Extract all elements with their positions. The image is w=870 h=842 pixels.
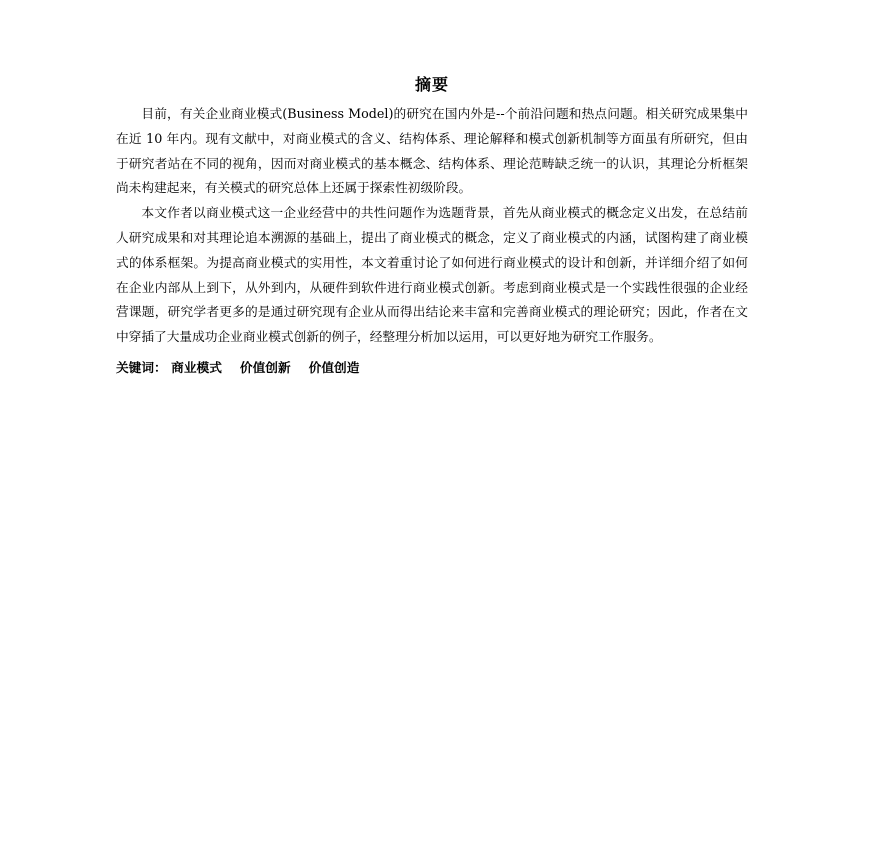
keyword-2: 价值创新 (239, 359, 291, 375)
abstract-title: 摘要 (414, 75, 449, 94)
abstract-paragraph-2: 本文作者以商业模式这一企业经营中的共性问题作为选题背景，首先从商业模式的概念定义出发，在总结前人研究成果和对其理论追本溯源的基础上，提出了商业模式的概念，定义了商业模式的内涵，试图构建了商业模式的体系框架。为提高商业模式的实用性，本文着重讨论了如何进行商业模式的设计和创新，并详细介绍了如何在企业内部从上到下，从外到内，从硬件到软件进行商业模式创新。考虑到商业模式是一个实践性很强的企业经营课题，研究学者更多的是通过研究现有企业从而得出结论来丰富和完善商业模式的理论研究；因此，作者在文中穿插了大量成功企业商业模式创新的例子，经整理分析加以运用，可以更好地为研究工作服务。 (116, 205, 748, 345)
keyword-3: 价值创造 (308, 359, 360, 375)
keywords-line (116, 356, 748, 381)
keywords-label: 关键词： (116, 359, 167, 375)
abstract-page (116, 70, 748, 381)
keyword-1: 商业模式 (171, 359, 222, 375)
abstract-paragraph-1: 目前，有关企业商业模式(Business Model)的研究在国内外是--个前沿问题和热点问题。相关研究成果集中在近 10 年内。现有文献中，对商业模式的含义、结构体系、理论解释和模式创新机制等方面虽有所研究，但由于研究者站在不同的视角，因而对商业模式的基本概念、结构体系、理论范畴缺乏统一的认识，其理论分析框架尚未构建起来，有关模式的研究总体上还属于探索性初级阶段。 (116, 106, 748, 196)
